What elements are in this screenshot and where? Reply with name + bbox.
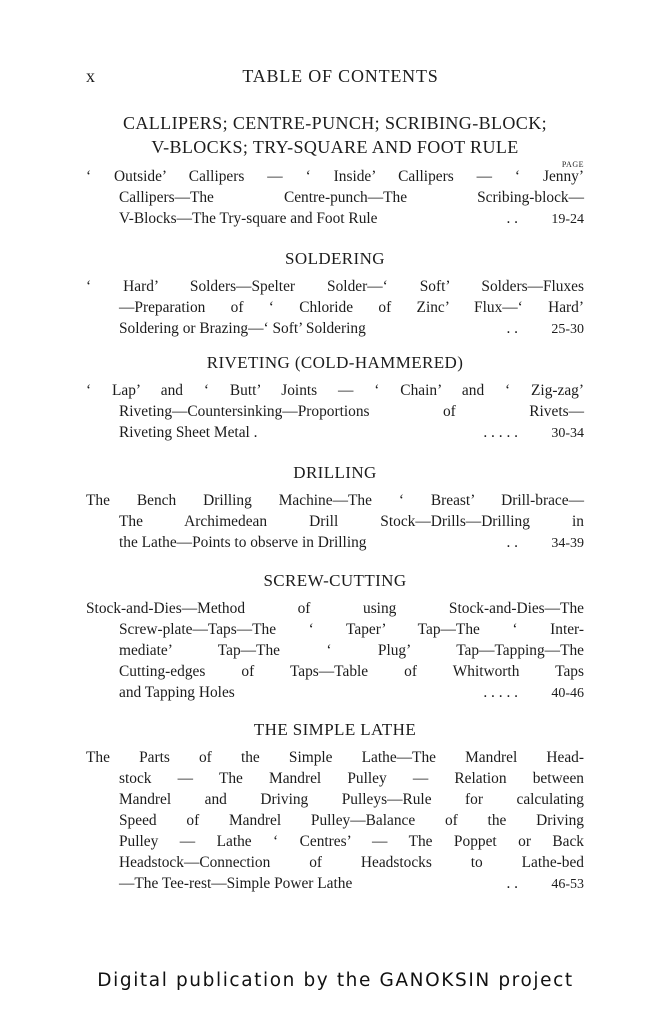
section-title: DRILLING [293, 463, 377, 482]
dot-leader: . . [506, 875, 518, 892]
entry-last-line [86, 318, 584, 339]
section-title: V-BLOCKS; TRY-SQUARE AND FOOT RULE [151, 137, 519, 157]
entry-line: Riveting—Countersinking—Proportions of Rivets— [119, 403, 584, 420]
entry-line: ‘ Hard’ Solders—Spelter Solder—‘ Soft’ Solders—Fluxes [86, 278, 584, 295]
entry-line: —Preparation of ‘ Chloride of Zinc’ Flux—‘ Hard’ [119, 299, 584, 316]
dot-leader: . . [506, 534, 518, 551]
page-range: 19-24 [551, 212, 584, 227]
entry-last-line [86, 682, 584, 703]
section-title: SOLDERING [285, 249, 385, 268]
toc-section-screw-cutting [86, 570, 584, 703]
running-title: TABLE OF CONTENTS [242, 66, 439, 86]
entry-last-line [86, 422, 584, 443]
entry-line: Screw-plate—Taps—The ‘ Taper’ Tap—The ‘ Inter- [119, 621, 584, 638]
entry-line: Headstock—Connection of Headstocks to Lathe-bed [119, 854, 584, 871]
dot-leader: . . . . . [483, 684, 518, 701]
page-range: 25-30 [551, 322, 584, 337]
toc-entry [86, 166, 584, 229]
entry-last-line [86, 873, 584, 894]
entry-line: The Parts of the Simple Lathe—The Mandrel Head- [86, 749, 584, 766]
entry-line: Cutting-edges of Taps—Table of Whitworth Taps [119, 663, 584, 680]
section-title: THE SIMPLE LATHE [253, 720, 417, 739]
section-title: SCREW-CUTTING [263, 571, 407, 590]
entry-line: Riveting Sheet Metal . [119, 424, 258, 441]
entry-last-line [86, 532, 584, 553]
entry-line: V-Blocks—The Try-square and Foot Rule [119, 210, 378, 227]
toc-entry [86, 380, 584, 443]
entry-line: —The Tee-rest—Simple Power Lathe [119, 875, 353, 892]
dot-leader: . . . . . [483, 424, 518, 441]
entry-line: mediate’ Tap—The ‘ Plug’ Tap—Tapping—The [119, 642, 584, 659]
dot-leader: . . [506, 210, 518, 227]
entry-line: Stock-and-Dies—Method of using Stock-and-Dies—The [86, 600, 584, 617]
entry-line: Mandrel and Driving Pulleys—Rule for calculating [119, 791, 584, 808]
entry-line: Soldering or Brazing—‘ Soft’ Soldering [119, 320, 366, 337]
page-column-label: PAGE [561, 160, 584, 169]
toc-entry [86, 276, 584, 339]
toc-entry [86, 490, 584, 553]
entry-line: The Bench Drilling Machine—The ‘ Breast’ Drill-brace— [86, 492, 584, 509]
entry-line: ‘ Lap’ and ‘ Butt’ Joints — ‘ Chain’ and ‘ Zig-zag’ [86, 382, 584, 399]
entry-line: The Archimedean Drill Stock—Drills—Drilling in [119, 513, 584, 530]
toc-section-drilling [86, 462, 584, 553]
page-number: x [86, 66, 95, 86]
dot-leader: . . [506, 320, 518, 337]
entry-line: stock — The Mandrel Pulley — Relation between [119, 770, 584, 787]
page-range: 46-53 [551, 877, 584, 892]
toc-section-soldering [86, 248, 584, 339]
entry-line: Speed of Mandrel Pulley—Balance of the Driving [119, 812, 584, 829]
entry-last-line [86, 208, 584, 229]
page-range: 34-39 [551, 536, 584, 551]
entry-line: and Tapping Holes [119, 684, 235, 701]
section-title: CALLIPERS; CENTRE-PUNCH; SCRIBING-BLOCK; [122, 113, 548, 133]
entry-line: Pulley — Lathe ‘ Centres’ — The Poppet or Back [119, 833, 584, 850]
toc-entry [86, 598, 584, 703]
toc-section-callipers [86, 111, 584, 229]
page-range: 30-34 [551, 426, 584, 441]
entry-line: the Lathe—Points to observe in Drilling [119, 534, 367, 551]
footer-credit: Digital publication by the GANOKSIN project [97, 970, 574, 991]
section-title: RIVETING (COLD-HAMMERED) [206, 353, 464, 372]
entry-line: ‘ Outside’ Callipers — ‘ Inside’ Callipers — ‘ Jenny’ [86, 168, 584, 185]
page-range: 40-46 [551, 686, 584, 701]
toc-section-riveting [86, 352, 584, 443]
toc-section-simple-lathe [86, 719, 584, 894]
entry-line: Callipers—The Centre-punch—The Scribing-block— [119, 189, 584, 206]
toc-entry [86, 747, 584, 894]
